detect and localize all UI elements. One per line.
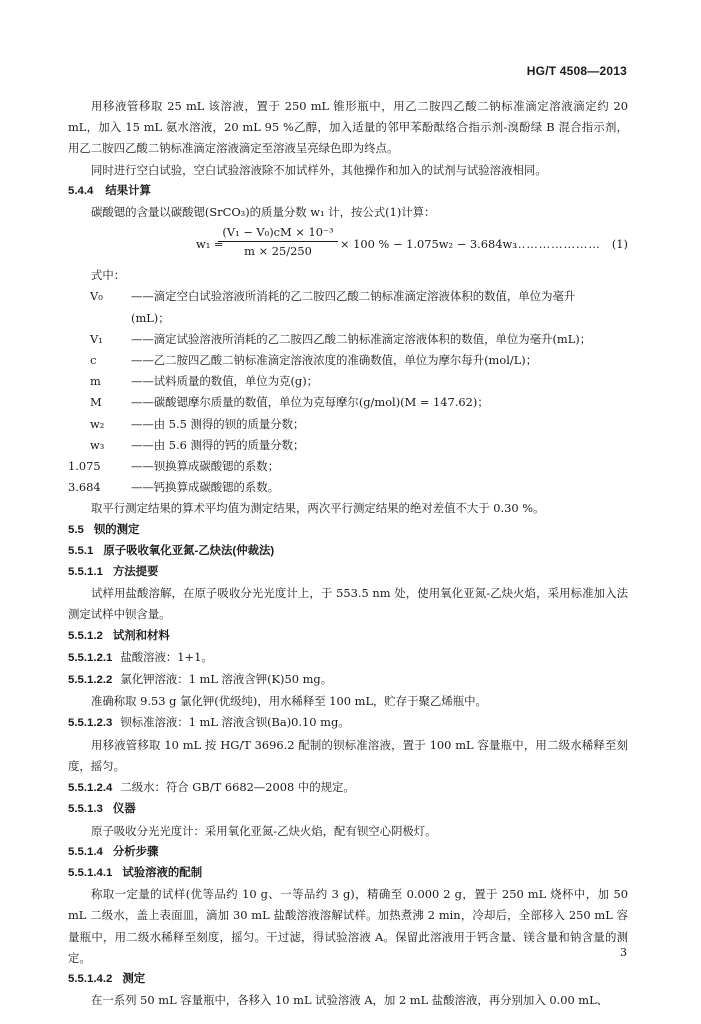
- formula-rhs: × 100 % − 1.075w₂ − 3.684w₃: [340, 237, 517, 252]
- section-heading-5-5-1-4-1: 5.5.1.4.1 试验溶液的配制: [68, 866, 203, 879]
- formula-denominator: m × 25/250: [244, 244, 312, 259]
- definition-item: V₀ ——滴定空白试验溶液所消耗的乙二胺四乙酸二钠标准滴定溶液体积的数值，单位为毫升: [90, 289, 576, 304]
- definition-item: 3.684 ——钙换算成碳酸锶的系数。: [68, 480, 280, 495]
- list-item-5-5-1-2-3: 5.5.1.2.3 钡标准溶液：1 mL 溶液含钡(Ba)0.10 mg。: [68, 715, 350, 730]
- section-heading-5-5-1-3: 5.5.1.3 仪器: [68, 803, 136, 816]
- paragraph: 用移液管移取 25 mL 该溶液，置于 250 mL 锥形瓶中，用乙二胺四乙酸二钠标准滴定溶液滴定约 20 mL，加入 15 mL 氨水溶液，20 mL 95 %乙醇，加入适量的邻甲苯酚酞络合指示剂-溴酚绿 B 混合指示剂，用乙二胺四乙酸二钠标准滴定溶液滴定至溶液呈亮绿色即为终点。: [68, 99, 628, 156]
- paragraph: 在一系列 50 mL 容量瓶中，各移入 10 mL 试验溶液 A，加 2 mL 盐酸溶液，再分别加入 0.00 mL、: [91, 993, 609, 1008]
- definition-item: m ——试料质量的数值，单位为克(g)；: [90, 374, 319, 389]
- formula-number: (1): [611, 237, 628, 252]
- formula-lhs: w₁ =: [196, 237, 224, 252]
- paragraph: 同时进行空白试验，空白试验溶液除不加试样外，其他操作和加入的试剂与试验溶液相同。: [91, 162, 547, 177]
- formula-leader-dots: …………………: [514, 237, 601, 252]
- definition-item: M ——碳酸锶摩尔质量的数值，单位为克每摩尔(g/mol)(M = 147.62)；: [90, 395, 489, 410]
- definition-item: c ——乙二胺四乙酸二钠标准滴定溶液浓度的准确数值，单位为摩尔每升(mol/L)；: [90, 353, 538, 368]
- paragraph: 原子吸收分光光度计：采用氧化亚氮-乙炔火焰，配有钡空心阴极灯。: [91, 823, 437, 838]
- paragraph: 碳酸锶的含量以碳酸锶(SrCO₃)的质量分数 w₁ 计，按公式(1)计算：: [91, 205, 436, 220]
- definition-continuation: (mL)；: [131, 310, 170, 325]
- definition-item: w₂ ——由 5.5 测得的钡的质量分数；: [90, 416, 305, 431]
- paragraph: 准确称取 9.53 g 氯化钾(优级纯)，用水稀释至 100 mL，贮存于聚乙烯瓶中。: [91, 694, 487, 709]
- section-heading-5-5-1-2: 5.5.1.2 试剂和材料: [68, 629, 170, 642]
- page-number: 3: [620, 946, 627, 959]
- definition-item: 1.075 ——钡换算成碳酸锶的系数；: [68, 459, 280, 474]
- section-heading-5-5-1: 5.5.1 原子吸收氧化亚氮-乙炔法(仲裁法): [68, 544, 275, 557]
- standard-code: HG/T 4508—2013: [526, 64, 627, 78]
- list-item-5-5-1-2-2: 5.5.1.2.2 氯化钾溶液：1 mL 溶液含钾(K)50 mg。: [68, 672, 333, 687]
- formula-fraction: [218, 223, 338, 260]
- section-heading-5-5: 5.5 钡的测定: [68, 523, 140, 536]
- definition-item: V₁ ——滴定试验溶液所消耗的乙二胺四乙酸二钠标准滴定溶液体积的数值，单位为毫升(mL)；: [90, 331, 592, 346]
- definition-item: w₃ ——由 5.6 测得的钙的质量分数；: [90, 437, 305, 452]
- paragraph: 取平行测定结果的算术平均值为测定结果，两次平行测定结果的绝对差值不大于 0.30 %。: [91, 501, 545, 516]
- section-heading-5-5-1-1: 5.5.1.1 方法提要: [68, 566, 159, 579]
- section-heading-5-5-1-4: 5.5.1.4 分析步骤: [68, 845, 159, 858]
- paragraph: 试样用盐酸溶解，在原子吸收分光光度计上，于 553.5 nm 处，使用氧化亚氮-乙炔火焰，采用标准加入法测定试样中钡含量。: [68, 586, 628, 622]
- section-heading-5-4-4: 5.4.4 结果计算: [68, 184, 151, 197]
- formula-1: [68, 223, 628, 265]
- paragraph: 称取一定量的试样(优等品约 10 g、一等品约 3 g)，精确至 0.000 2 g，置于 250 mL 烧杯中，加 50 mL 二级水，盖上表面皿，滴加 30 mL 盐酸溶液溶解试样。加热煮沸 2 min，冷却后，全部移入 250 mL 容量瓶中，用二级水稀释至刻度，摇匀。干过滤，得试验溶液 A。保留此溶液用于钙含量、镁含量和钠含量的测定。: [68, 887, 628, 965]
- list-item-5-5-1-2-1: 5.5.1.2.1 盐酸溶液：1+1。: [68, 649, 213, 664]
- formula-numerator: (V₁ − V₀)cM × 10⁻³: [218, 223, 338, 242]
- section-heading-5-5-1-4-2: 5.5.1.4.2 测定: [68, 972, 146, 985]
- paragraph: 用移液管移取 10 mL 按 HG/T 3696.2 配制的钡标准溶液，置于 100 mL 容量瓶中，用二级水稀释至刻度，摇匀。: [68, 737, 628, 773]
- document-body: [68, 96, 628, 1011]
- where-label: 式中：: [91, 268, 126, 283]
- list-item-5-5-1-2-4: 5.5.1.2.4 二级水：符合 GB/T 6682—2008 中的规定。: [68, 780, 355, 795]
